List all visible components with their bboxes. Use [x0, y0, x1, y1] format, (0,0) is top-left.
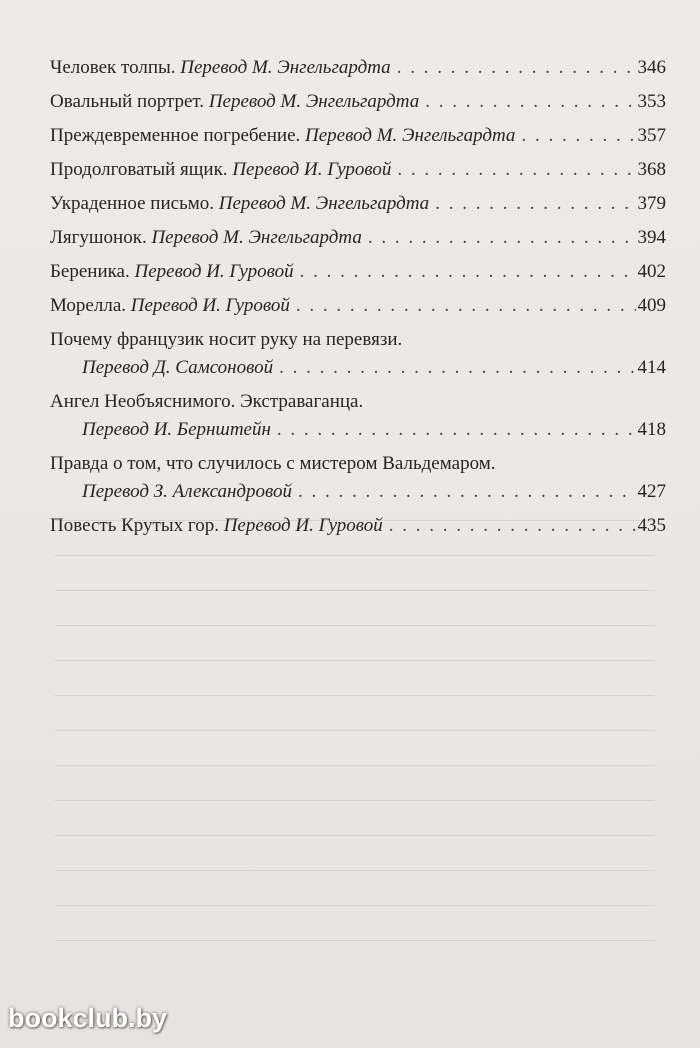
translator: Перевод Д. Самсоновой: [82, 357, 274, 378]
toc-entry: [50, 54, 666, 88]
translator: Перевод М. Энгельгардта: [151, 227, 362, 248]
dot-leader: [389, 512, 636, 540]
dot-leader: [425, 88, 635, 116]
toc-entry: [50, 292, 666, 326]
dot-leader: [279, 354, 635, 382]
story-title: Лягушонок.: [50, 227, 147, 248]
toc-entry: [50, 88, 666, 122]
dot-leader: [300, 258, 636, 286]
translator: Перевод И. Бернштейн: [82, 419, 271, 440]
story-title: Правда о том, что случилось с мистером Вальдемаром.: [50, 453, 496, 474]
translator: Перевод И. Гуровой: [232, 159, 392, 180]
page-number: 394: [637, 227, 666, 248]
page-number: 353: [637, 91, 666, 112]
story-title: Продолговатый ящик.: [50, 159, 228, 180]
dot-leader: [296, 292, 636, 320]
dot-leader: [298, 478, 635, 506]
toc-entry: [50, 224, 666, 258]
story-title: Преждевременное погребение.: [50, 125, 301, 146]
dot-leader: [521, 122, 635, 150]
story-title: Почему французик носит руку на перевязи.: [50, 329, 403, 350]
dot-leader: [435, 190, 635, 218]
translator: Перевод З. Александровой: [82, 481, 293, 502]
dot-leader: [368, 224, 636, 252]
page-number: 402: [637, 261, 666, 282]
story-title: Морелла.: [50, 295, 126, 316]
translator: Перевод М. Энгельгардта: [180, 57, 391, 78]
toc-entry: [50, 512, 666, 546]
story-title: Человек толпы.: [50, 57, 176, 78]
page-number: 357: [637, 125, 666, 146]
translator: Перевод И. Гуровой: [130, 295, 290, 316]
dot-leader: [277, 416, 636, 444]
toc-entry: [50, 156, 666, 190]
toc-entry: [50, 326, 666, 382]
translator: Перевод М. Энгельгардта: [208, 91, 420, 112]
toc-entry: [50, 388, 666, 444]
translator: Перевод И. Гуровой: [134, 261, 294, 282]
page-number: 346: [637, 57, 666, 78]
page-number: 379: [637, 193, 666, 214]
page-number: 418: [637, 419, 666, 440]
translator: Перевод И. Гуровой: [223, 515, 383, 536]
page-number: 414: [637, 357, 666, 378]
story-title: Украденное письмо.: [50, 193, 215, 214]
page-number: 435: [637, 515, 666, 536]
toc-entry: [50, 122, 666, 156]
translator: Перевод М. Энгельгардта: [305, 125, 516, 146]
story-title: Береника.: [50, 261, 130, 282]
watermark-logo: bookclub.by: [8, 1003, 168, 1033]
dot-leader: [397, 54, 636, 82]
story-title: Овальный портрет.: [50, 91, 205, 112]
bleed-through-texture: [55, 520, 655, 1000]
dot-leader: [397, 156, 635, 184]
page-number: 368: [637, 159, 666, 180]
table-of-contents: [50, 54, 666, 546]
page-number: 409: [637, 295, 666, 316]
story-title: Повесть Крутых гор.: [50, 515, 219, 536]
story-title: Ангел Необъяснимого. Экстраваганца.: [50, 391, 364, 412]
toc-entry: [50, 258, 666, 292]
translator: Перевод М. Энгельгардта: [218, 193, 430, 214]
toc-entry: [50, 190, 666, 224]
page-number: 427: [637, 481, 666, 502]
toc-entry: [50, 450, 666, 506]
